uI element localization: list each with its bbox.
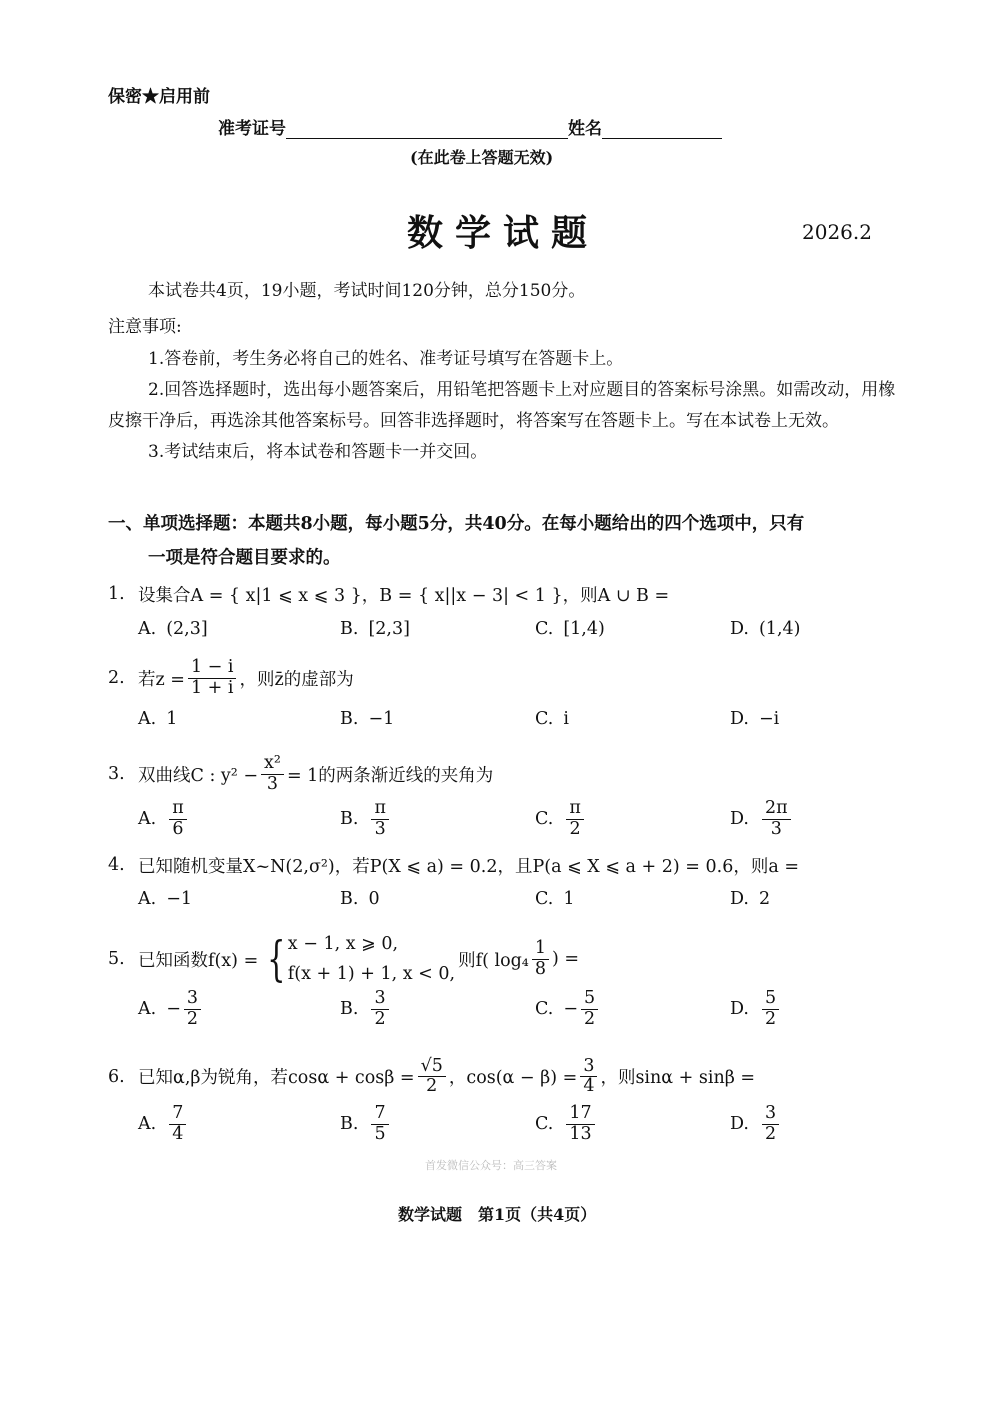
option-label: A. [138,619,157,639]
question-5 [108,929,898,989]
fraction [762,1104,779,1144]
stem-text: 则f( log₄ [458,950,529,971]
question-6 [108,1049,898,1104]
numerator: 17 [566,1104,594,1124]
option-b[interactable] [340,879,380,919]
stem-text: 若z = [138,669,185,690]
option-sign: − [166,999,181,1019]
fraction [261,754,284,794]
denominator: 4 [172,1123,184,1144]
question-list [108,579,898,1144]
option-a[interactable] [138,799,190,839]
numerator: 3 [762,1104,779,1124]
fraction [188,658,237,698]
options-row [138,1104,898,1144]
option-c[interactable] [535,609,605,649]
stem-text: 双曲线C : y² − [138,765,259,786]
option-value: −i [758,709,780,729]
option-label: C. [535,809,554,829]
denominator: 1 + i [190,677,234,698]
option-sign: − [563,999,579,1019]
option-b[interactable] [340,609,410,649]
fraction [169,1104,186,1144]
option-label: C. [535,1114,554,1134]
options-row [138,879,898,919]
question-number: 4. [108,855,125,875]
fraction [580,1057,597,1097]
fraction [566,799,584,839]
stem-text: 已知随机变量X~N(2,σ²)，若P(X ⩽ a) = 0.2，且P(a ⩽ X ⩽ a + 2) = 0.6，则a = [138,856,800,877]
options-row [138,799,898,839]
name-label: 姓名 [568,119,602,139]
option-c[interactable] [535,699,569,739]
question-number: 2. [108,668,125,688]
fraction [184,989,201,1029]
candidate-info-row [218,114,722,139]
option-value: 0 [368,889,380,909]
option-label: D. [730,889,749,909]
page-footer: 数学试题 第1页（共4页） [398,1205,597,1224]
numerator: 3 [184,989,201,1009]
denominator: 4 [583,1076,595,1096]
brace: { [267,931,286,987]
fraction [581,989,598,1029]
denominator: 2 [569,818,581,839]
option-value: 1 [166,709,178,729]
notes-heading: 注意事项: [108,317,182,337]
option-label: D. [730,709,749,729]
case-line: f(x + 1) + 1, x < 0, [287,964,456,984]
options-row [138,609,898,649]
note-item: 2.回答选择题时，选出每小题答案后，用铅笔把答题卡上对应题目的答案标号涂黑。如需改动，用橡皮擦干净后，再选涂其他答案标号。回答非选择题时，将答案写在答题卡上。写在本试卷上无效。 [108,380,896,431]
option-c[interactable] [535,989,601,1029]
page-title: 数学试题 [407,212,600,254]
fraction [532,939,549,979]
option-label: C. [535,709,554,729]
numerator: 1 − i [188,658,237,678]
numerator: 3 [371,989,388,1009]
question-2 [108,657,898,699]
fraction [566,1104,594,1144]
option-a[interactable] [138,989,204,1029]
option-label: D. [730,999,749,1019]
numerator: x² [261,754,284,774]
note-item: 1.答卷前，考生务必将自己的姓名、准考证号填写在答题卡上。 [148,349,624,369]
option-label: B. [340,809,359,829]
option-value: [2,3] [368,619,410,639]
watermark: 首发微信公众号：高三答案 [425,1159,557,1172]
confidential-label: 保密★启用前 [108,87,210,107]
option-label: B. [340,889,359,909]
option-label: D. [730,809,749,829]
fraction [762,989,779,1029]
option-b[interactable] [340,799,392,839]
case-line: x − 1, x ⩾ 0, [287,934,399,954]
option-label: A. [138,889,157,909]
section-heading: 一、单项选择题：本题共8小题，每小题5分，共40分。在每小题给出的四个选项中，只有 [108,514,805,534]
stem-text: 已知α,β为锐角，若cosα + cosβ = [138,1068,415,1088]
denominator: 2 [584,1008,596,1029]
numerator: 7 [371,1104,388,1124]
numerator: 3 [580,1057,597,1077]
denominator: 5 [374,1123,386,1144]
denominator: 3 [770,818,782,839]
question-number: 6. [108,1066,125,1087]
option-value: −1 [368,709,395,729]
option-value: −1 [166,889,193,909]
piecewise-cases [261,929,455,989]
stem-text: ，则sinα + sinβ = [600,1068,756,1088]
option-label: A. [138,709,157,729]
denominator: 2 [374,1008,386,1029]
option-value: i [563,709,569,729]
numerator: π [566,799,584,819]
option-d[interactable] [730,1104,782,1144]
option-label: A. [138,809,157,829]
options-row [138,699,898,739]
option-d[interactable] [730,699,779,739]
option-d[interactable] [730,609,800,649]
fraction [418,1057,446,1097]
option-c[interactable] [535,879,574,919]
numerator: 5 [581,989,598,1009]
option-label: A. [138,999,157,1019]
option-d[interactable] [730,879,770,919]
fraction [371,799,389,839]
option-label: D. [730,1114,749,1134]
option-value: 1 [563,889,575,909]
options-row [138,989,898,1029]
denominator: 3 [266,773,279,794]
option-label: C. [535,889,554,909]
option-b[interactable] [340,1104,392,1144]
option-c[interactable] [535,799,587,839]
denominator: 2 [764,1008,777,1029]
option-a[interactable] [138,879,192,919]
fraction [371,1104,388,1144]
option-a[interactable] [138,609,208,649]
denominator: 6 [172,818,184,839]
option-a[interactable] [138,699,177,739]
option-label: B. [340,1114,359,1134]
fraction [762,799,791,839]
exam-date: 2026.2 [802,220,872,244]
invalid-note: (在此卷上答题无效) [410,148,554,167]
stem-text: 已知函数f(x) = [138,950,259,971]
exam-id-field[interactable] [286,120,568,139]
question-1 [108,579,898,609]
exam-id-label: 准考证号 [218,119,286,139]
option-value: (1,4) [758,619,801,639]
numerator: π [371,799,389,819]
option-value: (2,3] [166,619,208,639]
option-a[interactable] [138,1104,189,1144]
denominator: 2 [186,1008,199,1029]
question-number: 1. [108,584,125,604]
option-value: 2 [758,889,771,909]
section-heading-cont: 一项是符合题目要求的。 [148,548,341,568]
option-b[interactable] [340,699,394,739]
option-d[interactable] [730,799,794,839]
stem-text: 设集合A = { x|1 ⩽ x ⩽ 3 }，B = { x||x − 3| < 1 }，则A ∪ B = [138,585,670,606]
option-label: C. [535,999,554,1019]
denominator: 2 [426,1076,438,1096]
option-label: B. [340,619,359,639]
name-field[interactable] [602,120,722,139]
question-4 [108,851,898,879]
question-3 [108,749,898,799]
option-label: B. [340,999,359,1019]
numerator: π [169,799,187,819]
stem-text: = 1的两条渐近线的夹角为 [286,765,494,786]
denominator: 2 [764,1123,777,1144]
stem-text: ) = [551,949,580,969]
numerator: 5 [762,989,779,1009]
option-b[interactable] [340,989,392,1029]
intro-text: 本试卷共4页，19小题，考试时间120分钟，总分150分。 [148,281,586,301]
fraction [371,989,388,1029]
fraction [169,799,187,839]
denominator: 13 [569,1123,592,1144]
stem-text: ，cos(α − β) = [448,1068,578,1088]
case-lines [288,929,455,989]
option-label: C. [535,619,554,639]
numerator: 2π [762,799,791,819]
question-number: 3. [108,764,125,784]
question-number: 5. [108,949,125,969]
denominator: 8 [534,958,546,979]
option-d[interactable] [730,989,782,1029]
note-item: 3.考试结束后，将本试卷和答题卡一并交回。 [148,442,488,462]
numerator: 1 [532,939,549,959]
numerator: √5 [418,1057,446,1077]
option-c[interactable] [535,1104,598,1144]
denominator: 3 [374,818,386,839]
numerator: 7 [169,1104,186,1124]
option-label: B. [340,709,359,729]
page-body [108,276,898,1225]
option-label: D. [730,619,749,639]
stem-text: ，则z̄的虚部为 [239,669,354,690]
option-label: A. [138,1114,157,1134]
option-value: [1,4) [563,619,605,639]
